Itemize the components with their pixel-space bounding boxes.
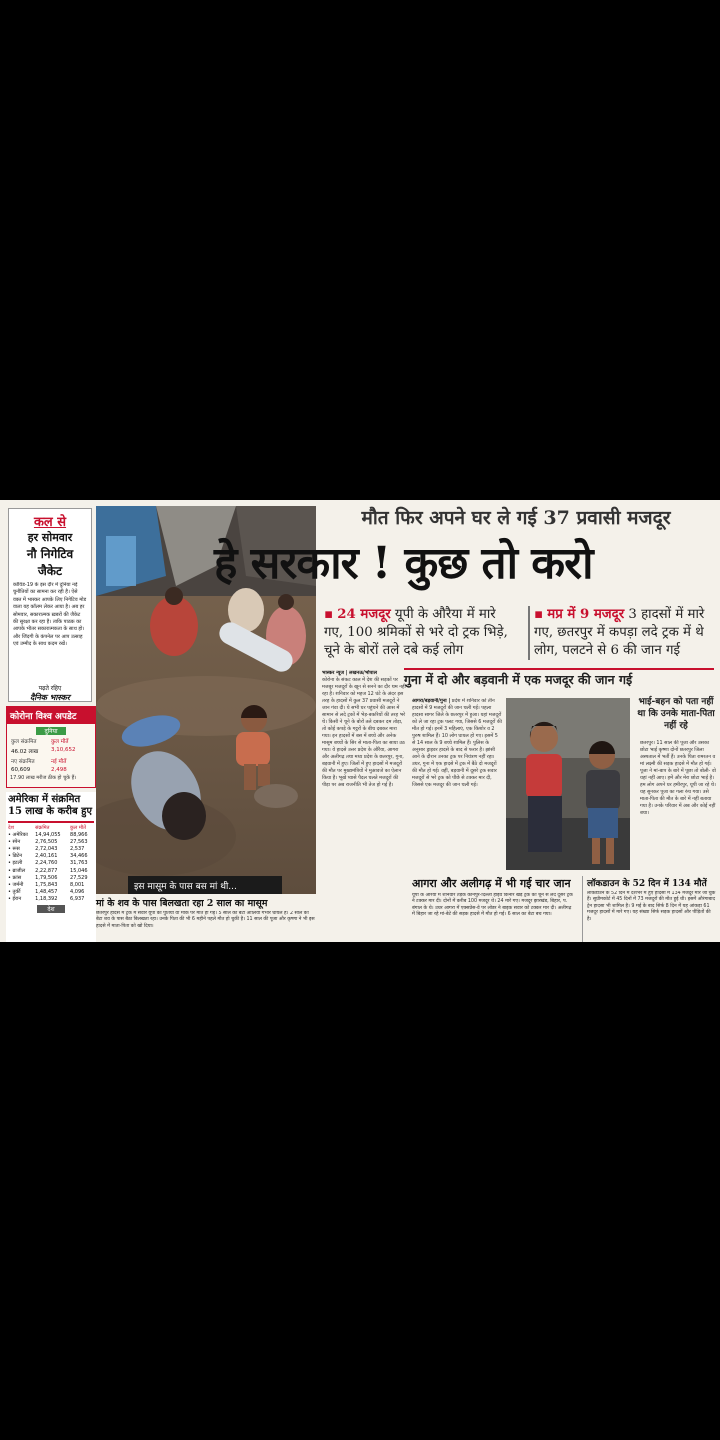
subhead-text: यूपी के औरैया में मारे गए, 100 श्रमिकों से भरे दो ट्रक भिड़े, चूने के बोरों तले दबे कई लोग <box>324 607 508 658</box>
table-cell: 34,466 <box>70 853 88 860</box>
corona-header: कोरोना विश्व अपडेट <box>7 707 95 724</box>
corona-note: 17.90 लाख मरीज ठीक हो चुके हैं। <box>10 775 77 781</box>
table-row <box>8 838 94 845</box>
table-cell: 2,76,505 <box>35 838 58 845</box>
stat-value: 3,10,652 <box>51 747 76 753</box>
children-story: छतरपुर। 11 साल की पूजा और उसका छोटा भाई कृष्णा दोनों छतरपुर जिला अस्पताल में भर्ती हैं। उनके पिता रामरतन व मां लक्ष्मी की सड़क हादसे में मौत हो गई। पूजा ने मां-बाप के बारे में पूछा तो बोली- वो यहां नहीं आए। हमें और मेरा छोटा भाई है। हम लोग अपने घर हमीरपुर, यूपी जा रहे थे। यह सुनकर पूजा का गला रुंध गया। उसे माता-पिता की मौत के बारे में नहीं बताया गया है। उनके परिवार में अब और कोई नहीं बचा। <box>640 740 716 816</box>
table-cell: 2,24,760 <box>35 860 58 867</box>
table-cell: • फ्रांस <box>8 874 22 881</box>
table-cell: 27,563 <box>70 838 88 845</box>
table-cell: 8,001 <box>70 881 85 888</box>
corona-stats <box>7 737 95 773</box>
stat-label: कुल मौतें <box>51 739 69 745</box>
sidebar <box>6 506 92 942</box>
article-text: प्रदेश में शनिवार को तीन हादसों में 9 मजदूरों की जान चली गई। पहला हादसा सागर जिले के छतरपुर में हुआ। यहां मजदूरों को ले जा रहा ट्रक पलट गया, जिससे 6 मजदूरों की मौत हो गई। इनमें 3 महिलाएं, एक किशोर व 2 पुरुष शामिल हैं। 10 लोग घायल हो गए। इसमें 5 से 14 साल के 9 बच्चे शामिल हैं। पुलिस के अनुसार ड्राइवर हादसे के बाद से फरार है। झांसी आने के दौरान उनका ट्रक पर नियंत्रण नहीं रहा। उधर, गुना में एक हादसे में ट्रक में बैठे दो मजदूरों की मौत हो गई। वहीं, बड़वानी में दूसरे ट्रक सवार मजदूरों से भरे ट्रक को पीछे से टक्कर मार दी, जिससे एक मजदूर की जान चली गई। <box>412 698 502 788</box>
table-cell: • स्पेन <box>8 838 21 845</box>
table-cell: 2,537 <box>70 845 85 852</box>
table-row <box>8 831 94 838</box>
byline: आगरा/बड़वानी/गुना | <box>412 698 451 704</box>
bullet-icon: ▪ <box>324 607 334 622</box>
table-cell: • रूस <box>8 845 20 852</box>
table-cell: 6,937 <box>70 896 85 903</box>
table-row <box>8 889 94 896</box>
table-row <box>8 896 94 903</box>
subhead-highlight: मप्र में 9 मजदूर <box>547 607 625 622</box>
table-cell: 1,18,392 <box>35 896 58 903</box>
country-table <box>8 825 94 903</box>
table-header: संक्रमित <box>35 825 50 831</box>
subhead-up <box>324 606 518 660</box>
us-infected-box <box>6 792 96 942</box>
table-cell: 1,48,457 <box>35 889 58 896</box>
table-row <box>8 867 94 874</box>
children-photo <box>506 698 630 870</box>
photo-story-body: छतरपुर हादसे में ट्रक में सवार यूपी की पुतिया वा मौके पर मौत हो गई। 5 साल की बेटी आलिया गंभीर घायल है। 2 साल का बेटा शव के पास बैठा बिलखता रहा। उनके पिता की भी 6 महीने पहले मौत हो चुकी है। 11 साल की पूजा और कृष्णा ने भी इस हादसे में माता-पिता को खो दिया। <box>96 911 315 929</box>
table-row <box>8 881 94 888</box>
promo-body: कोविड-19 के इस दौर में दुनिया नई चुनौतियों का सामना कर रही है। ऐसे वक्त में भास्कर आपके लिए निगेटिव मोड वाला यह कॉलम लेकर आया है। अब हर सोमवार, सकारात्मक ख़बरों की जैकेट की सुरक्षा कर रहा है। ताकि पाठक का आपके भीतर सकारात्मकता के साथ हो। और जिंदगी के कंपनेल पर आप उत्साह एवं उम्मीद के साथ कदम रखें। <box>13 582 87 648</box>
table-header: देश <box>8 825 15 831</box>
byline: भास्कर न्यूज | लखनऊ/भोपाल <box>322 670 377 676</box>
stat-value: 2,498 <box>51 767 67 773</box>
stat-label: कुल संक्रमित <box>11 739 37 745</box>
article-text: कोरोना के संकट काल में देश की सड़कों पर मजबूर मजदूरों के खून से सनने का दौर थम नहीं रहा है। शनिवार को महज 12 घंटे के अंदर इस तरह के हादसों में कुल 37 प्रवासी मजदूरों ने जान गंवा दी। ये सभी घर पहुंचने की आस में सामान से लदे ट्रकों में भेड़-बकरियों की तरह भरे थे। किसी ने चूने के बोरों तले दबकर दम तोड़ा, तो कोई कपड़े के गट्ठरों के बीच दबकर मारा गया। इन हादसों में बस में बच्चे और अनेक मासूम बच्चों के सिर से माता-पिता का साया उठ गया। ये हादसे उत्तर प्रदेश के औरैया, आगरा और अलीगढ़ तथा मध्य प्रदेश के छतरपुर, गुना, बड़वानी में हुए। जिलों में हुए हादसों में मजदूरों की मौत पर मुख्यमंत्रियों ने मुआवजे का ऐलान किया है। भूखे प्यासे पैदल चलते मजदूरों की पीड़ा पर अब राजनीति भी तेज हो गई है। <box>322 677 406 788</box>
promo-kicker: कल से <box>33 515 67 530</box>
us-header: अमेरिका में संक्रमित 15 लाख के करीब हुए <box>8 794 92 817</box>
bullet-icon: ▪ <box>534 607 544 622</box>
table-row <box>8 853 94 860</box>
photo-caption: इस मासूम के पास बस मां थी... <box>128 876 282 894</box>
table-cell: 4,096 <box>70 889 85 896</box>
table-cell: • तुर्की <box>8 889 21 896</box>
article-column-2 <box>412 698 502 866</box>
table-cell: 15,046 <box>70 867 88 874</box>
photo-story-headline: मां के शव के पास बिलखता रहा 2 साल का मासूम <box>96 898 268 909</box>
table-row <box>8 860 94 867</box>
divider <box>8 821 94 823</box>
table-cell: • ब्राजील <box>8 867 26 874</box>
table-cell: • ब्रिटेन <box>8 853 22 860</box>
stat-value: 46.02 लाख <box>11 749 39 755</box>
table-cell: 88,966 <box>70 831 88 838</box>
table-cell: 2,22,877 <box>35 867 58 874</box>
photo-story <box>96 896 316 942</box>
promo-line-1: हर सोमवार <box>27 531 73 544</box>
promo-read-more: पढ़ते रहिए <box>38 685 62 692</box>
agra-body: यूपी के औरैया में शनिवार तड़के कानपुर-दिल्ली हाईवे किनारे खड़े ट्रक को चूने से लदे दूसरे ट्रक ने टक्कर मार दी। दोनों में करीब 100 मजदूर थे। 24 मारे गए। मजदूर झारखंड, बिहार, प. बंगाल के थे। उधर आगरा में एक्सप्रेस-वे पर लोडर ने बाइक सवार को टक्कर मार दी। अलीगढ़ में बिहार जा रहे मां-बेटे की सड़क हादसे में मौत हो गई। 6 साल का बेटा बच गया। <box>412 893 573 918</box>
headline-kicker: मौत फिर अपने घर ले गई 37 प्रवासी मजदूर <box>361 507 671 529</box>
table-cell: 1,75,843 <box>35 881 58 888</box>
subhead-text: 3 हादसों में मारे गए, छतरपुर में कपड़ा लदे ट्रक में थे लोग, पलटने से 6 की जान गई <box>534 607 705 658</box>
table-cell: 2,72,043 <box>35 845 58 852</box>
lockdown-headline: लॉकडाउन के 52 दिन में 134 मौतें <box>587 879 707 889</box>
corona-update-box <box>6 706 96 788</box>
table-cell: • अमेरिका <box>8 831 28 838</box>
promo-brand: दैनिक भास्कर <box>30 693 70 702</box>
table-footer-tag: देश <box>37 905 65 913</box>
table-cell: 14,94,055 <box>35 831 61 838</box>
corona-world-tag: दुनिया <box>36 727 66 735</box>
table-header: कुल मौतें <box>70 825 86 831</box>
stat-label: नई मौतें <box>51 759 67 765</box>
lockdown-body: लॉकडाउन के 52 दिन में देशभर में हुए हादसों में 134 मजदूर मारे जा चुके हैं। सुप्रीमकोर्ट में 45 दिनों में 73 मजदूरों की मौत हुई थी। इसमें औरंगाबाद ट्रेन हादसा भी शामिल है। 9 मई के बाद सिर्फ 8 दिन में यह आंकड़ा 61 मजदूर हादसों में मारे गए। यह संख्या सिर्फ सड़क हादसों और पीड़ितों की है। <box>587 891 716 922</box>
table-cell: 31,763 <box>70 860 88 867</box>
promo-line-2: नौ निगेटिव जैकेट <box>26 547 74 578</box>
promo-box <box>8 508 92 702</box>
table-cell: • ईरान <box>8 896 22 903</box>
newspaper-page <box>0 500 720 942</box>
children-headline: भाई-बहन को पता नहीं था कि उनके माता-पिता नहीं रहे <box>637 697 715 731</box>
table-cell: • जर्मनी <box>8 881 24 888</box>
table-cell: 27,529 <box>70 874 88 881</box>
main-headline: हे सरकार ! कुछ तो करो <box>214 538 593 589</box>
stat-value: 60,609 <box>11 767 31 773</box>
stat-label: नए संक्रमित <box>11 759 35 765</box>
subhead-mp <box>528 606 714 660</box>
agra-headline: आगरा और अलीगढ़ में भी गई चार जान <box>412 877 571 890</box>
table-cell: • इटली <box>8 860 23 867</box>
article-column-1 <box>322 670 406 938</box>
agra-story <box>412 876 574 942</box>
guna-headline: गुना में दो और बड़वानी में एक मजदूर की जान गई <box>404 668 714 688</box>
table-row <box>8 845 94 852</box>
subhead-highlight: 24 मजदूर <box>337 607 391 622</box>
table-cell: 1,79,506 <box>35 874 58 881</box>
lockdown-story <box>582 876 716 942</box>
table-row <box>8 874 94 881</box>
table-cell: 2,40,161 <box>35 853 58 860</box>
